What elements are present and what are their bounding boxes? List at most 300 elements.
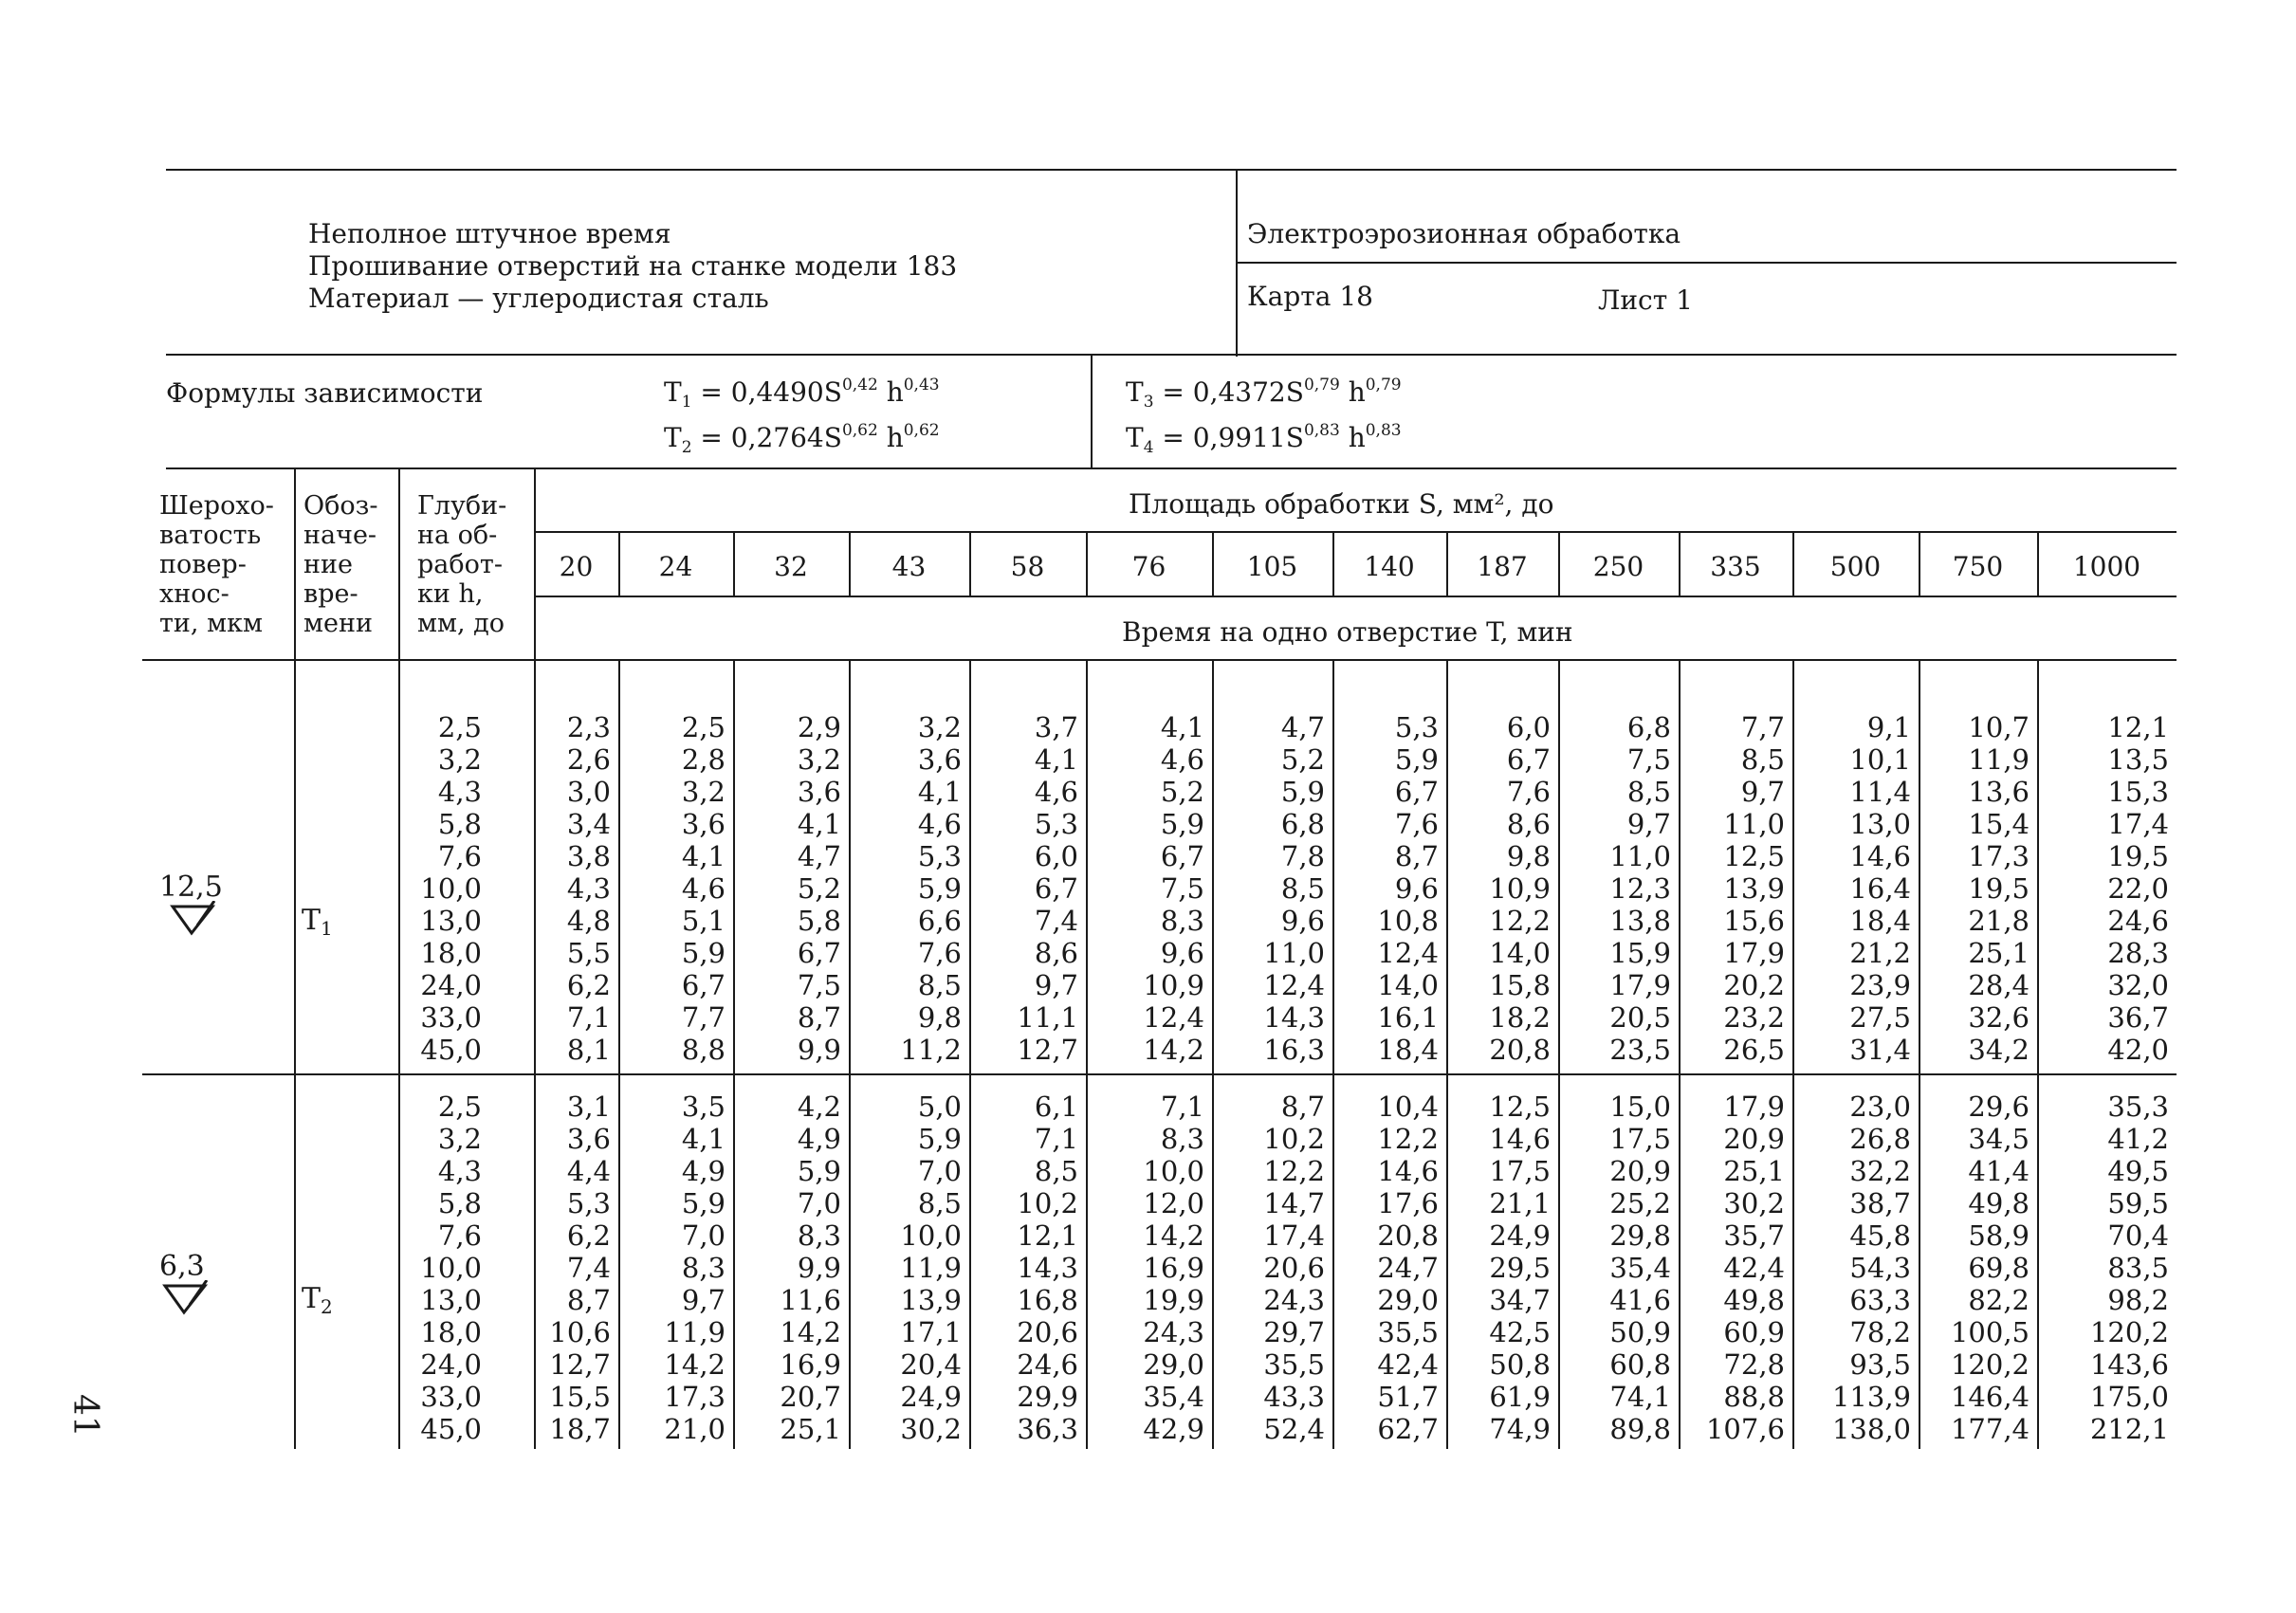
time-value-cell: 51,7 xyxy=(1377,1381,1439,1413)
time-value-cell: 61,9 xyxy=(1489,1381,1551,1413)
time-value-cell: 9,7 xyxy=(1740,776,1785,808)
time-value-cell: 36,7 xyxy=(2107,1001,2169,1034)
time-value-cell: 10,9 xyxy=(1489,872,1551,905)
time-value-cell: 212,1 xyxy=(2089,1413,2169,1445)
time-header: Время на одно отверстие T, мин xyxy=(1122,616,1573,648)
time-value-cell: 42,9 xyxy=(1143,1413,1204,1445)
time-value-cell: 6,7 xyxy=(1394,776,1439,808)
time-value-cell: 8,7 xyxy=(1394,840,1439,872)
time-value-cell: 26,8 xyxy=(1849,1123,1911,1155)
time-value-cell: 4,8 xyxy=(566,905,611,937)
time-value-cell: 7,5 xyxy=(1160,872,1204,905)
area-column-header: 140 xyxy=(1364,551,1415,582)
time-value-cell: 13,0 xyxy=(1849,808,1911,840)
time-value-cell: 4,9 xyxy=(797,1123,841,1155)
time-value-cell: 5,9 xyxy=(681,937,726,969)
time-value-cell: 3,2 xyxy=(917,711,962,743)
time-value-cell: 3,2 xyxy=(681,776,726,808)
time-value-cell: 35,4 xyxy=(1143,1381,1204,1413)
time-value-cell: 2,6 xyxy=(566,743,611,776)
time-value-cell: 15,4 xyxy=(1968,808,2030,840)
time-value-cell: 29,8 xyxy=(1609,1219,1671,1252)
time-value-cell: 98,2 xyxy=(2107,1284,2169,1316)
time-value-cell: 7,1 xyxy=(566,1001,611,1034)
time-value-cell: 30,2 xyxy=(900,1413,962,1445)
time-value-cell: 107,6 xyxy=(1705,1413,1785,1445)
time-value-cell: 20,5 xyxy=(1609,1001,1671,1034)
time-value-cell: 10,8 xyxy=(1377,905,1439,937)
time-value-cell: 7,1 xyxy=(1034,1123,1078,1155)
time-value-cell: 17,9 xyxy=(1609,969,1671,1001)
time-value-cell: 6,0 xyxy=(1034,840,1078,872)
time-value-cell: 12,1 xyxy=(1017,1219,1078,1252)
time-value-cell: 18,7 xyxy=(549,1413,611,1445)
area-column-header: 58 xyxy=(1010,551,1045,582)
time-value-column xyxy=(1558,1091,1671,1445)
time-value-cell: 29,5 xyxy=(1489,1252,1551,1284)
time-value-cell: 11,0 xyxy=(1263,937,1325,969)
time-value-cell: 5,2 xyxy=(1160,776,1204,808)
time-value-cell: 35,3 xyxy=(2107,1091,2169,1123)
time-value-cell: 16,3 xyxy=(1263,1034,1325,1066)
time-value-cell: 58,9 xyxy=(1968,1219,2030,1252)
time-value-cell: 31,4 xyxy=(1849,1034,1911,1066)
time-value-cell: 14,2 xyxy=(664,1348,726,1381)
time-value-cell: 10,2 xyxy=(1017,1187,1078,1219)
time-value-cell: 12,7 xyxy=(1017,1034,1078,1066)
time-value-cell: 49,5 xyxy=(2107,1155,2169,1187)
time-value-cell: 23,5 xyxy=(1609,1034,1671,1066)
time-value-cell: 5,9 xyxy=(681,1187,726,1219)
time-value-column xyxy=(733,1091,841,1445)
time-value-cell: 7,8 xyxy=(1280,840,1325,872)
time-value-cell: 9,7 xyxy=(1626,808,1671,840)
time-value-cell: 6,7 xyxy=(1034,872,1078,905)
time-value-cell: 4,1 xyxy=(917,776,962,808)
time-value-cell: 35,5 xyxy=(1263,1348,1325,1381)
time-value-cell: 9,7 xyxy=(681,1284,726,1316)
time-value-cell: 15,9 xyxy=(1609,937,1671,969)
time-value-cell: 4,2 xyxy=(797,1091,841,1123)
roughness-value-group-1: 12,5 xyxy=(159,871,223,904)
time-value-cell: 8,6 xyxy=(1506,808,1551,840)
time-value-cell: 10,0 xyxy=(1143,1155,1204,1187)
time-value-column xyxy=(1332,1091,1439,1445)
time-value-cell: 8,5 xyxy=(1280,872,1325,905)
doc-title-line-3: Материал — углеродистая сталь xyxy=(308,283,769,314)
time-value-cell: 19,5 xyxy=(1968,872,2030,905)
time-value-column xyxy=(2037,711,2169,1066)
time-value-column xyxy=(1212,711,1325,1066)
time-value-cell: 13,9 xyxy=(900,1284,962,1316)
time-value-cell: 12,7 xyxy=(549,1348,611,1381)
time-value-cell: 25,1 xyxy=(1968,937,2030,969)
time-value-cell: 11,9 xyxy=(900,1252,962,1284)
time-value-cell: 9,7 xyxy=(1034,969,1078,1001)
time-value-cell: 16,9 xyxy=(780,1348,841,1381)
time-value-cell: 11,9 xyxy=(1968,743,2030,776)
time-value-cell: 5,9 xyxy=(917,872,962,905)
time-value-cell: 3,1 xyxy=(566,1091,611,1123)
time-value-cell: 8,5 xyxy=(917,1187,962,1219)
time-value-cell: 12,5 xyxy=(1489,1091,1551,1123)
time-value-cell: 8,5 xyxy=(1740,743,1785,776)
time-value-cell: 24,7 xyxy=(1377,1252,1439,1284)
time-value-cell: 15,6 xyxy=(1723,905,1785,937)
time-value-column xyxy=(2037,1091,2169,1445)
time-value-cell: 138,0 xyxy=(1831,1413,1911,1445)
time-value-cell: 9,9 xyxy=(797,1252,841,1284)
time-value-cell: 9,9 xyxy=(797,1034,841,1066)
time-value-column xyxy=(969,711,1078,1066)
time-value-cell: 8,3 xyxy=(1160,1123,1204,1155)
time-value-cell: 20,9 xyxy=(1609,1155,1671,1187)
time-value-cell: 50,8 xyxy=(1489,1348,1551,1381)
time-value-cell: 11,0 xyxy=(1609,840,1671,872)
time-value-cell: 27,5 xyxy=(1849,1001,1911,1034)
time-value-cell: 2,3 xyxy=(566,711,611,743)
time-value-cell: 88,8 xyxy=(1723,1381,1785,1413)
time-value-cell: 6,7 xyxy=(1506,743,1551,776)
time-value-column xyxy=(1919,1091,2030,1445)
time-value-cell: 6,8 xyxy=(1280,808,1325,840)
time-value-cell: 2,8 xyxy=(681,743,726,776)
process-name: Электроэрозионная обработка xyxy=(1247,218,1681,249)
time-value-cell: 100,5 xyxy=(1950,1316,2030,1348)
time-value-cell: 17,9 xyxy=(1723,1091,1785,1123)
time-value-cell: 2,9 xyxy=(797,711,841,743)
time-value-cell: 25,1 xyxy=(1723,1155,1785,1187)
time-value-cell: 12,1 xyxy=(2107,711,2169,743)
time-value-cell: 17,3 xyxy=(664,1381,726,1413)
area-column-header: 76 xyxy=(1131,551,1166,582)
time-value-cell: 16,4 xyxy=(1849,872,1911,905)
time-value-cell: 34,7 xyxy=(1489,1284,1551,1316)
time-value-column xyxy=(1446,1091,1551,1445)
time-value-cell: 8,3 xyxy=(681,1252,726,1284)
time-value-cell: 35,7 xyxy=(1723,1219,1785,1252)
designation-group-1: $T_1$ xyxy=(302,904,333,940)
time-value-cell: 34,5 xyxy=(1968,1123,2030,1155)
time-value-cell: 12,2 xyxy=(1263,1155,1325,1187)
time-value-cell: 18,4 xyxy=(1849,905,1911,937)
time-value-cell: 4,7 xyxy=(797,840,841,872)
time-value-cell: 4,4 xyxy=(566,1155,611,1187)
time-value-cell: 10,6 xyxy=(549,1316,611,1348)
time-value-cell: 35,4 xyxy=(1609,1252,1671,1284)
time-value-cell: 21,1 xyxy=(1489,1187,1551,1219)
time-value-cell: 12,5 xyxy=(1723,840,1785,872)
area-column-header: 187 xyxy=(1477,551,1528,582)
time-value-cell: 83,5 xyxy=(2107,1252,2169,1284)
time-value-cell: 12,0 xyxy=(1143,1187,1204,1219)
time-value-cell: 42,0 xyxy=(2107,1034,2169,1066)
time-value-cell: 41,4 xyxy=(1968,1155,2030,1187)
time-value-cell: 23,0 xyxy=(1849,1091,1911,1123)
time-value-cell: 6,1 xyxy=(1034,1091,1078,1123)
area-column-header: 105 xyxy=(1246,551,1298,582)
time-value-cell: 8,7 xyxy=(1280,1091,1325,1123)
time-value-cell: 19,9 xyxy=(1143,1284,1204,1316)
area-column-header: 20 xyxy=(559,551,594,582)
time-value-cell: 5,9 xyxy=(1394,743,1439,776)
time-value-cell: 13,8 xyxy=(1609,905,1671,937)
time-value-cell: 24,3 xyxy=(1263,1284,1325,1316)
sheet-number: Лист 1 xyxy=(1598,284,1693,316)
time-value-cell: 21,8 xyxy=(1968,905,2030,937)
time-value-cell: 11,9 xyxy=(664,1316,726,1348)
time-value-cell: 42,4 xyxy=(1377,1348,1439,1381)
time-value-cell: 24,6 xyxy=(1017,1348,1078,1381)
time-value-cell: 14,3 xyxy=(1263,1001,1325,1034)
time-value-cell: 6,0 xyxy=(1506,711,1551,743)
formula-t1: $T_1 = 0,4490S^{0,42}$ $h^{0,43}$ xyxy=(664,376,940,412)
time-value-cell: 7,6 xyxy=(1506,776,1551,808)
time-value-cell: 17,3 xyxy=(1968,840,2030,872)
time-value-cell: 146,4 xyxy=(1950,1381,2030,1413)
roughness-value-group-2: 6,3 xyxy=(159,1250,205,1283)
time-value-cell: 38,7 xyxy=(1849,1187,1911,1219)
area-column-header: 250 xyxy=(1592,551,1644,582)
time-value-cell: 50,9 xyxy=(1609,1316,1671,1348)
time-value-cell: 143,6 xyxy=(2089,1348,2169,1381)
time-value-cell: 5,9 xyxy=(1160,808,1204,840)
time-value-cell: 8,5 xyxy=(1626,776,1671,808)
time-value-cell: 41,6 xyxy=(1609,1284,1671,1316)
formula-t4: $T_4 = 0,9911S^{0,83}$ $h^{0,83}$ xyxy=(1126,421,1402,457)
time-value-cell: 9,6 xyxy=(1160,937,1204,969)
time-value-cell: 32,0 xyxy=(2107,969,2169,1001)
time-value-cell: 14,6 xyxy=(1849,840,1911,872)
time-value-cell: 11,6 xyxy=(780,1284,841,1316)
time-value-cell: 4,6 xyxy=(1034,776,1078,808)
area-header: Площадь обработки S, мм², до xyxy=(1129,488,1554,520)
time-value-cell: 6,2 xyxy=(566,1219,611,1252)
time-value-cell: 3,0 xyxy=(566,776,611,808)
time-value-cell: 16,1 xyxy=(1377,1001,1439,1034)
time-value-cell: 13,5 xyxy=(2107,743,2169,776)
time-value-cell: 10,9 xyxy=(1143,969,1204,1001)
time-value-cell: 5,3 xyxy=(566,1187,611,1219)
time-value-cell: 4,7 xyxy=(1280,711,1325,743)
time-value-cell: 4,1 xyxy=(681,840,726,872)
time-value-column xyxy=(1679,711,1785,1066)
time-value-cell: 5,3 xyxy=(917,840,962,872)
time-value-cell: 82,2 xyxy=(1968,1284,2030,1316)
time-value-cell: 20,6 xyxy=(1017,1316,1078,1348)
time-value-cell: 54,3 xyxy=(1849,1252,1911,1284)
time-value-cell: 14,2 xyxy=(1143,1034,1204,1066)
time-value-column xyxy=(849,711,962,1066)
header-roughness: Шерохо- ватость повер- хнос- ти, мкм xyxy=(159,491,274,638)
time-value-cell: 8,5 xyxy=(917,969,962,1001)
time-value-cell: 10,1 xyxy=(1849,743,1911,776)
formula-t2: $T_2 = 0,2764S^{0,62}$ $h^{0,62}$ xyxy=(664,421,940,457)
time-value-cell: 9,8 xyxy=(917,1001,962,1034)
area-column-header: 1000 xyxy=(2072,551,2141,582)
time-value-cell: 17,5 xyxy=(1609,1123,1671,1155)
time-value-cell: 24,9 xyxy=(900,1381,962,1413)
time-value-column xyxy=(1558,711,1671,1066)
time-value-cell: 34,2 xyxy=(1968,1034,2030,1066)
time-value-cell: 17,4 xyxy=(2107,808,2169,840)
time-value-cell: 12,4 xyxy=(1143,1001,1204,1034)
time-value-cell: 4,1 xyxy=(1160,711,1204,743)
time-value-cell: 23,9 xyxy=(1849,969,1911,1001)
time-value-cell: 113,9 xyxy=(1831,1381,1911,1413)
time-value-column xyxy=(1086,1091,1204,1445)
time-value-cell: 11,4 xyxy=(1849,776,1911,808)
time-value-cell: 5,3 xyxy=(1394,711,1439,743)
time-value-cell: 14,6 xyxy=(1377,1155,1439,1187)
area-column-header: 335 xyxy=(1710,551,1761,582)
time-value-cell: 8,7 xyxy=(566,1284,611,1316)
time-value-cell: 4,6 xyxy=(1160,743,1204,776)
time-value-cell: 177,4 xyxy=(1950,1413,2030,1445)
depth-column-group-2: 2,5 3,2 4,3 5,8 7,6 10,0 13,0 18,0 24,0 33,0 45,0 xyxy=(420,1091,482,1445)
time-value-cell: 74,1 xyxy=(1609,1381,1671,1413)
designation-group-2: $T_2$ xyxy=(302,1282,333,1318)
time-value-cell: 29,0 xyxy=(1143,1348,1204,1381)
time-value-cell: 13,6 xyxy=(1968,776,2030,808)
time-value-cell: 7,5 xyxy=(1626,743,1671,776)
time-value-cell: 2,5 xyxy=(681,711,726,743)
time-value-cell: 8,5 xyxy=(1034,1155,1078,1187)
time-value-cell: 20,8 xyxy=(1377,1219,1439,1252)
time-value-cell: 7,6 xyxy=(1394,808,1439,840)
time-value-cell: 6,6 xyxy=(917,905,962,937)
time-value-cell: 29,7 xyxy=(1263,1316,1325,1348)
time-value-cell: 14,6 xyxy=(1489,1123,1551,1155)
area-column-header: 500 xyxy=(1829,551,1882,582)
time-value-cell: 4,9 xyxy=(681,1155,726,1187)
time-value-cell: 6,8 xyxy=(1626,711,1671,743)
time-value-cell: 70,4 xyxy=(2107,1219,2169,1252)
time-value-cell: 52,4 xyxy=(1263,1413,1325,1445)
time-value-cell: 11,1 xyxy=(1017,1001,1078,1034)
time-value-cell: 3,7 xyxy=(1034,711,1078,743)
page-number: 41 xyxy=(65,1394,104,1438)
time-value-cell: 16,8 xyxy=(1017,1284,1078,1316)
time-value-cell: 5,9 xyxy=(1280,776,1325,808)
time-value-cell: 4,6 xyxy=(917,808,962,840)
time-value-cell: 60,8 xyxy=(1609,1348,1671,1381)
time-value-cell: 7,7 xyxy=(1740,711,1785,743)
time-value-cell: 3,6 xyxy=(917,743,962,776)
time-value-cell: 10,4 xyxy=(1377,1091,1439,1123)
time-value-cell: 18,4 xyxy=(1377,1034,1439,1066)
time-value-cell: 14,3 xyxy=(1017,1252,1078,1284)
roughness-triangle-icon xyxy=(161,1280,209,1316)
area-column-header: 43 xyxy=(891,551,927,582)
time-value-column xyxy=(534,711,611,1066)
time-value-cell: 20,9 xyxy=(1723,1123,1785,1155)
time-value-cell: 74,9 xyxy=(1489,1413,1551,1445)
time-value-cell: 26,5 xyxy=(1723,1034,1785,1066)
time-value-cell: 21,0 xyxy=(664,1413,726,1445)
time-value-cell: 17,6 xyxy=(1377,1187,1439,1219)
time-value-column xyxy=(1446,711,1551,1066)
time-value-cell: 4,6 xyxy=(681,872,726,905)
time-value-cell: 8,3 xyxy=(797,1219,841,1252)
time-value-cell: 175,0 xyxy=(2089,1381,2169,1413)
time-value-cell: 89,8 xyxy=(1609,1413,1671,1445)
time-value-cell: 25,1 xyxy=(780,1413,841,1445)
time-value-cell: 3,6 xyxy=(797,776,841,808)
time-value-cell: 29,9 xyxy=(1017,1381,1078,1413)
time-value-column xyxy=(1679,1091,1785,1445)
area-column-header: 24 xyxy=(658,551,693,582)
time-value-cell: 16,9 xyxy=(1143,1252,1204,1284)
time-value-cell: 7,0 xyxy=(917,1155,962,1187)
time-value-column xyxy=(1792,711,1911,1066)
time-value-cell: 6,7 xyxy=(1160,840,1204,872)
time-value-cell: 17,5 xyxy=(1489,1155,1551,1187)
time-value-cell: 8,7 xyxy=(797,1001,841,1034)
time-value-cell: 12,2 xyxy=(1377,1123,1439,1155)
time-value-cell: 3,6 xyxy=(681,808,726,840)
time-value-cell: 12,2 xyxy=(1489,905,1551,937)
time-value-cell: 20,6 xyxy=(1263,1252,1325,1284)
time-value-cell: 11,0 xyxy=(1723,808,1785,840)
doc-title-line-2: Прошивание отверстий на станке модели 183 xyxy=(308,250,958,282)
time-value-cell: 35,5 xyxy=(1377,1316,1439,1348)
time-value-cell: 15,5 xyxy=(549,1381,611,1413)
time-value-cell: 45,8 xyxy=(1849,1219,1911,1252)
time-value-column xyxy=(618,711,726,1066)
time-value-cell: 5,2 xyxy=(1280,743,1325,776)
time-value-cell: 8,1 xyxy=(566,1034,611,1066)
time-value-cell: 24,9 xyxy=(1489,1219,1551,1252)
time-value-cell: 3,5 xyxy=(681,1091,726,1123)
time-value-cell: 12,4 xyxy=(1263,969,1325,1001)
time-value-cell: 60,9 xyxy=(1723,1316,1785,1348)
time-value-cell: 5,5 xyxy=(566,937,611,969)
time-value-cell: 20,8 xyxy=(1489,1034,1551,1066)
time-value-column xyxy=(1086,711,1204,1066)
time-value-cell: 28,4 xyxy=(1968,969,2030,1001)
time-value-cell: 32,2 xyxy=(1849,1155,1911,1187)
time-value-cell: 4,1 xyxy=(797,808,841,840)
time-value-cell: 59,5 xyxy=(2107,1187,2169,1219)
time-value-cell: 49,8 xyxy=(1968,1187,2030,1219)
time-value-cell: 43,3 xyxy=(1263,1381,1325,1413)
time-value-cell: 14,7 xyxy=(1263,1187,1325,1219)
time-value-column xyxy=(969,1091,1078,1445)
time-value-cell: 42,4 xyxy=(1723,1252,1785,1284)
formula-t3: $T_3 = 0,4372S^{0,79}$ $h^{0,79}$ xyxy=(1126,376,1402,412)
time-value-cell: 20,4 xyxy=(900,1348,962,1381)
time-value-column xyxy=(733,711,841,1066)
time-value-cell: 69,8 xyxy=(1968,1252,2030,1284)
time-value-cell: 18,2 xyxy=(1489,1001,1551,1034)
time-value-cell: 9,1 xyxy=(1866,711,1911,743)
time-value-cell: 62,7 xyxy=(1377,1413,1439,1445)
time-value-cell: 9,6 xyxy=(1280,905,1325,937)
time-value-cell: 20,7 xyxy=(780,1381,841,1413)
time-value-cell: 3,2 xyxy=(797,743,841,776)
time-value-cell: 12,4 xyxy=(1377,937,1439,969)
time-value-cell: 5,0 xyxy=(917,1091,962,1123)
time-value-cell: 6,7 xyxy=(681,969,726,1001)
time-value-cell: 7,7 xyxy=(681,1001,726,1034)
time-value-cell: 6,7 xyxy=(797,937,841,969)
time-value-cell: 17,9 xyxy=(1723,937,1785,969)
time-value-cell: 5,9 xyxy=(797,1155,841,1187)
time-value-cell: 5,8 xyxy=(797,905,841,937)
formulas-label: Формулы зависимости xyxy=(166,377,484,409)
time-value-cell: 15,8 xyxy=(1489,969,1551,1001)
